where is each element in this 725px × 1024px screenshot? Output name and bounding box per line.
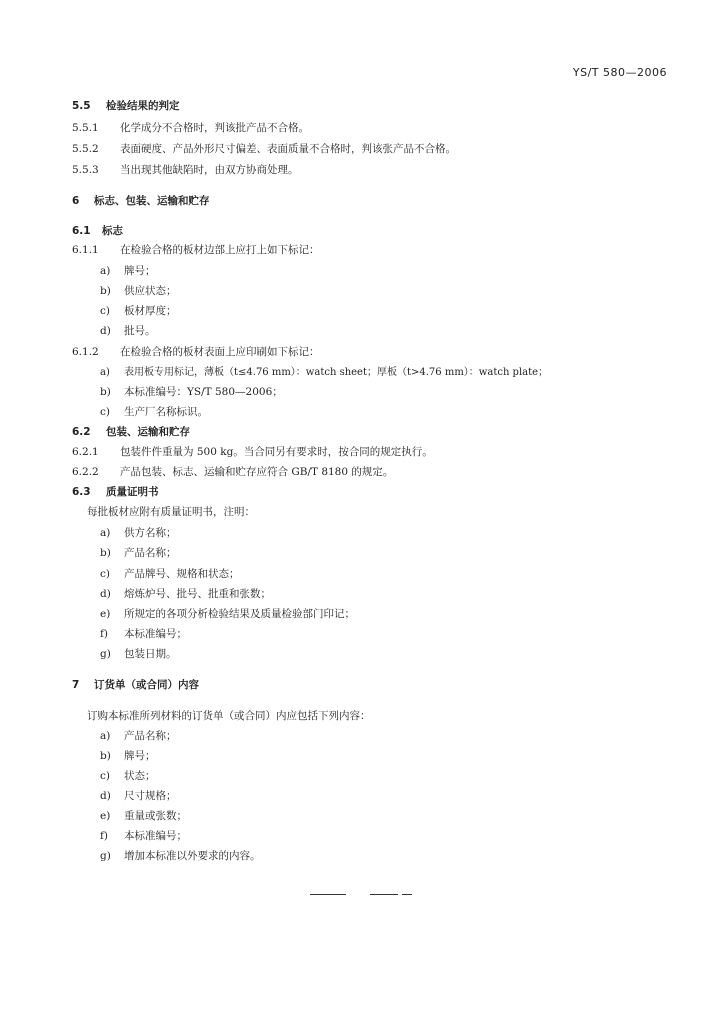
end-of-document-rule: [300, 889, 430, 899]
section-number: 6.3: [72, 486, 91, 498]
list-text: 产品名称；: [124, 547, 177, 559]
list-item: [100, 386, 283, 399]
clause-number: 6.2.1: [72, 446, 99, 458]
list-text: 产品牌号、规格和状态；: [124, 568, 240, 580]
clause-6-1-1: [72, 244, 320, 257]
section-title: 订货单（或合同）内容: [94, 679, 199, 691]
section-number: 6.2: [72, 426, 91, 438]
list-label: c): [100, 406, 110, 418]
clause-text: 在检验合格的板材表面上应印刷如下标记：: [120, 346, 320, 358]
list-item: [100, 305, 177, 318]
list-item: [100, 830, 187, 843]
list-item: [100, 608, 355, 621]
section-6-1-heading: [72, 225, 123, 238]
clause-5-5-1: [72, 122, 309, 135]
list-item: [100, 547, 177, 560]
list-item: [100, 265, 156, 278]
section-7-heading: [72, 679, 199, 692]
paragraph: 每批板材应附有质量证明书，注明：: [87, 506, 255, 518]
list-label: g): [100, 648, 111, 660]
list-text: 本标准编号；: [124, 830, 187, 842]
list-text: 生产厂名称标识。: [124, 406, 208, 418]
clause-number: 5.5.1: [72, 122, 99, 134]
list-text: 板材厚度；: [124, 305, 177, 317]
list-item: [100, 810, 187, 823]
list-label: g): [100, 850, 111, 862]
section-6-3-heading: [72, 486, 159, 499]
section-number: 7: [72, 679, 80, 691]
list-item: [100, 406, 208, 419]
section-6-2-heading: [72, 426, 190, 439]
list-text: 所规定的各项分析检验结果及质量检验部门印记；: [124, 608, 355, 620]
list-label: a): [100, 527, 111, 539]
clause-number: 6.1.1: [72, 244, 99, 256]
list-item: [100, 648, 177, 661]
list-item: [100, 850, 261, 863]
clause-number: 6.1.2: [72, 346, 99, 358]
section-title: 标志、包装、运输和贮存: [94, 195, 210, 207]
clause-text: 化学成分不合格时，判该批产品不合格。: [120, 122, 309, 134]
list-label: f): [100, 628, 108, 640]
section-title: 包装、运输和贮存: [106, 426, 190, 438]
list-text: 产品名称；: [124, 730, 177, 742]
paragraph: 订购本标准所列材料的订货单（或合同）内应包括下列内容：: [87, 710, 371, 722]
list-label: b): [100, 750, 111, 762]
list-item: [100, 366, 548, 379]
clause-number: 5.5.2: [72, 143, 99, 155]
clause-6-2-2: [72, 466, 393, 479]
list-item: [100, 750, 156, 763]
clause-text: 产品包装、标志、运输和贮存应符合 GB/T 8180 的规定。: [120, 466, 394, 478]
list-text: 尺寸规格；: [124, 790, 177, 802]
list-item: [100, 770, 156, 783]
list-label: d): [100, 790, 111, 802]
end-rule-segment: [402, 894, 412, 895]
section-number: 6: [72, 195, 80, 207]
list-item: [100, 588, 271, 601]
section-number: 5.5: [72, 100, 91, 112]
list-text: 增加本标准以外要求的内容。: [124, 850, 261, 862]
list-text: 牌号；: [124, 265, 156, 277]
clause-5-5-2: [72, 143, 456, 156]
list-label: a): [100, 730, 111, 742]
end-rule-segment: [310, 894, 346, 895]
list-label: d): [100, 588, 111, 600]
list-label: e): [100, 810, 111, 822]
section-6-heading: [72, 195, 210, 208]
list-item: [100, 325, 156, 338]
end-rule-segment: [370, 894, 398, 895]
list-label: c): [100, 770, 110, 782]
list-text: 重量或张数；: [124, 810, 187, 822]
list-text: 批号。: [124, 325, 156, 337]
list-label: b): [100, 547, 111, 559]
clause-text: 表面硬度、产品外形尺寸偏差、表面质量不合格时，判该张产品不合格。: [120, 143, 456, 155]
list-item: [100, 730, 177, 743]
list-text: 供应状态；: [124, 285, 177, 297]
list-text: 状态；: [124, 770, 156, 782]
list-text: 供方名称；: [124, 527, 177, 539]
list-item: [100, 527, 177, 540]
list-label: f): [100, 830, 108, 842]
section-title: 检验结果的判定: [106, 100, 180, 112]
list-item: [100, 628, 187, 641]
list-label: a): [100, 265, 111, 277]
list-label: b): [100, 386, 111, 398]
list-label: c): [100, 305, 110, 317]
section-5-5-heading: [72, 100, 180, 113]
clause-text: 包装件件重量为 500 kg。当合同另有要求时，按合同的规定执行。: [120, 446, 433, 458]
list-label: a): [100, 367, 110, 378]
clause-5-5-3: [72, 164, 299, 177]
list-label: c): [100, 568, 110, 580]
list-text: 包装日期。: [124, 648, 177, 660]
list-text: 本标准编号：YS/T 580—2006；: [124, 386, 283, 398]
clause-text: 当出现其他缺陷时，由双方协商处理。: [120, 164, 299, 176]
standard-number-header: YS/T 580—2006: [572, 66, 667, 79]
list-text: 本标准编号；: [124, 628, 187, 640]
list-text: 表用板专用标记，薄板（t≤4.76 mm）：watch sheet；厚板（t>4.76 mm）：watch plate；: [124, 367, 549, 378]
list-item: [100, 790, 177, 803]
list-item: [100, 568, 240, 581]
clause-number: 6.2.2: [72, 466, 99, 478]
section-title: 质量证明书: [106, 486, 159, 498]
list-text: 熔炼炉号、批号、批重和张数；: [124, 588, 271, 600]
section-title: 标志: [102, 225, 123, 237]
list-label: b): [100, 285, 111, 297]
clause-6-2-1: [72, 446, 433, 459]
clause-6-1-2: [72, 346, 320, 359]
list-label: d): [100, 325, 111, 337]
list-item: [100, 285, 177, 298]
list-label: e): [100, 608, 111, 620]
list-text: 牌号；: [124, 750, 156, 762]
section-number: 6.1: [72, 225, 91, 237]
clause-text: 在检验合格的板材边部上应打上如下标记：: [120, 244, 320, 256]
clause-number: 5.5.3: [72, 164, 99, 176]
